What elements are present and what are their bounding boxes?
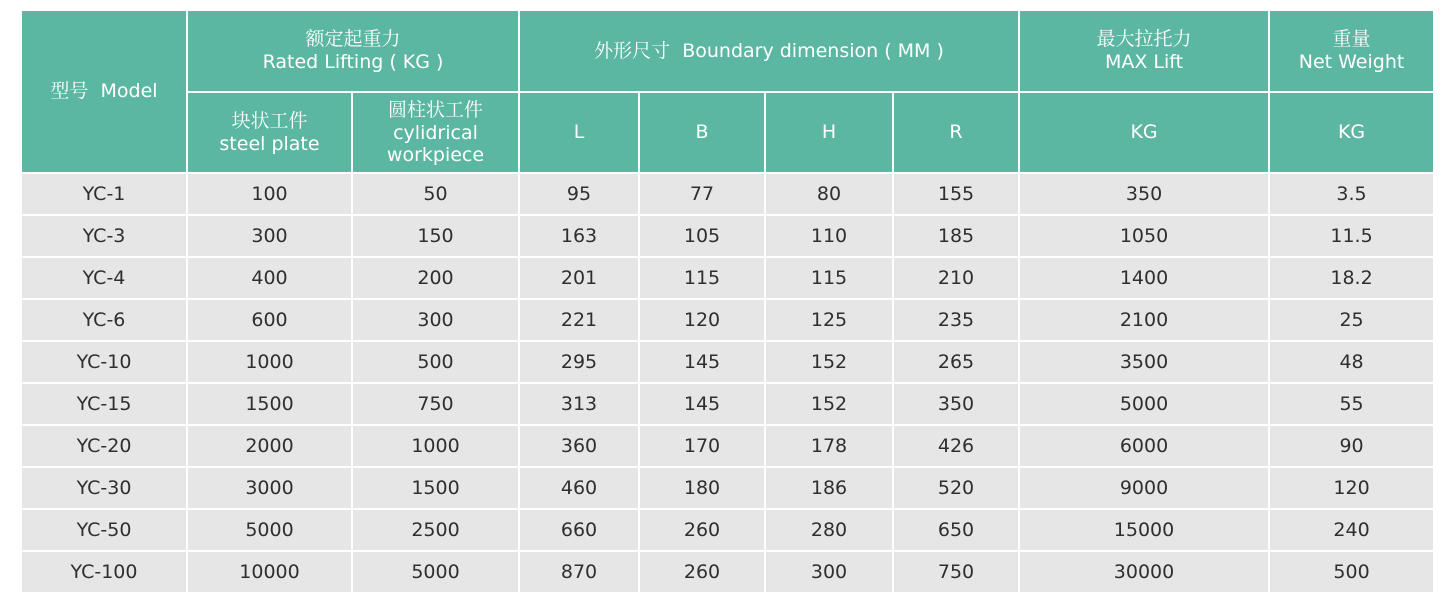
cell-max-lift: 15000 <box>1019 509 1269 551</box>
cell-net-weight: 90 <box>1269 425 1434 467</box>
cell-dim-b: 120 <box>639 299 765 341</box>
header-row-bottom <box>21 92 1434 173</box>
cell-net-weight: 55 <box>1269 383 1434 425</box>
header-dim-l: L <box>519 92 639 173</box>
cell-dim-r: 155 <box>893 173 1019 215</box>
header-cyl-en1: cylidrical <box>393 122 478 144</box>
cell-net-weight: 48 <box>1269 341 1434 383</box>
table-header <box>21 10 1434 173</box>
cell-net-weight: 240 <box>1269 509 1434 551</box>
cell-model: YC-10 <box>21 341 187 383</box>
cell-dim-h: 152 <box>765 383 893 425</box>
cell-cylindrical: 5000 <box>352 551 519 593</box>
cell-max-lift: 1400 <box>1019 257 1269 299</box>
cell-net-weight: 11.5 <box>1269 215 1434 257</box>
table-row <box>21 551 1434 593</box>
header-dimension-label: 外形尺寸 Boundary dimension ( MM ) <box>594 39 944 62</box>
cell-dim-h: 186 <box>765 467 893 509</box>
cell-dim-r: 265 <box>893 341 1019 383</box>
cell-cylindrical: 50 <box>352 173 519 215</box>
header-weight-unit: KG <box>1269 92 1434 173</box>
cell-max-lift: 350 <box>1019 173 1269 215</box>
cell-dim-l: 295 <box>519 341 639 383</box>
cell-dim-h: 300 <box>765 551 893 593</box>
cell-model: YC-15 <box>21 383 187 425</box>
cell-cylindrical: 500 <box>352 341 519 383</box>
header-max-lift <box>1019 10 1269 92</box>
table-row <box>21 425 1434 467</box>
cell-net-weight: 3.5 <box>1269 173 1434 215</box>
cell-net-weight: 120 <box>1269 467 1434 509</box>
header-cyl-zh: 圆柱状工件 <box>387 99 483 121</box>
cell-steel-plate: 600 <box>187 299 352 341</box>
cell-cylindrical: 2500 <box>352 509 519 551</box>
header-steel-plate <box>187 92 352 173</box>
cell-dim-r: 650 <box>893 509 1019 551</box>
cell-dim-l: 360 <box>519 425 639 467</box>
cell-dim-l: 201 <box>519 257 639 299</box>
cell-max-lift: 30000 <box>1019 551 1269 593</box>
cell-dim-h: 280 <box>765 509 893 551</box>
cell-net-weight: 18.2 <box>1269 257 1434 299</box>
cell-cylindrical: 300 <box>352 299 519 341</box>
table-row <box>21 173 1434 215</box>
cell-model: YC-1 <box>21 173 187 215</box>
cell-dim-h: 125 <box>765 299 893 341</box>
cell-dim-h: 110 <box>765 215 893 257</box>
cell-net-weight: 25 <box>1269 299 1434 341</box>
cell-model: YC-100 <box>21 551 187 593</box>
header-rated-en: Rated Lifting ( KG ) <box>262 51 444 73</box>
cell-steel-plate: 300 <box>187 215 352 257</box>
header-model <box>21 10 187 173</box>
cell-steel-plate: 10000 <box>187 551 352 593</box>
cell-steel-plate: 3000 <box>187 467 352 509</box>
cell-dim-r: 750 <box>893 551 1019 593</box>
header-dim-h: H <box>765 92 893 173</box>
cell-max-lift: 1050 <box>1019 215 1269 257</box>
cell-dim-h: 80 <box>765 173 893 215</box>
header-dim-r: R <box>893 92 1019 173</box>
cell-cylindrical: 750 <box>352 383 519 425</box>
cell-dim-b: 145 <box>639 383 765 425</box>
cell-steel-plate: 1000 <box>187 341 352 383</box>
table-body <box>21 173 1434 593</box>
header-weight-zh: 重量 <box>1332 28 1371 50</box>
cell-steel-plate: 1500 <box>187 383 352 425</box>
cell-steel-plate: 5000 <box>187 509 352 551</box>
cell-dim-h: 115 <box>765 257 893 299</box>
header-steel-zh: 块状工件 <box>231 109 308 132</box>
cell-cylindrical: 200 <box>352 257 519 299</box>
cell-max-lift: 6000 <box>1019 425 1269 467</box>
cell-max-lift: 5000 <box>1019 383 1269 425</box>
cell-dim-b: 260 <box>639 551 765 593</box>
spec-table-container <box>20 9 1433 594</box>
header-boundary-dimension <box>519 10 1019 92</box>
cell-cylindrical: 1500 <box>352 467 519 509</box>
cell-model: YC-30 <box>21 467 187 509</box>
cell-dim-h: 152 <box>765 341 893 383</box>
cell-dim-r: 520 <box>893 467 1019 509</box>
cell-dim-l: 870 <box>519 551 639 593</box>
cell-cylindrical: 1000 <box>352 425 519 467</box>
cell-dim-b: 105 <box>639 215 765 257</box>
cell-cylindrical: 150 <box>352 215 519 257</box>
cell-dim-l: 221 <box>519 299 639 341</box>
cell-dim-b: 115 <box>639 257 765 299</box>
cell-dim-r: 426 <box>893 425 1019 467</box>
cell-max-lift: 9000 <box>1019 467 1269 509</box>
table-row <box>21 383 1434 425</box>
table-row <box>21 215 1434 257</box>
cell-dim-l: 163 <box>519 215 639 257</box>
cell-dim-b: 260 <box>639 509 765 551</box>
cell-model: YC-50 <box>21 509 187 551</box>
table-row <box>21 257 1434 299</box>
cell-dim-b: 145 <box>639 341 765 383</box>
table-row <box>21 299 1434 341</box>
cell-dim-r: 210 <box>893 257 1019 299</box>
header-model-label: 型号 Model <box>50 80 158 102</box>
cell-net-weight: 500 <box>1269 551 1434 593</box>
header-rated-zh: 额定起重力 <box>305 28 401 50</box>
cell-dim-l: 460 <box>519 467 639 509</box>
spec-table <box>20 9 1435 594</box>
cell-max-lift: 2100 <box>1019 299 1269 341</box>
header-net-weight <box>1269 10 1434 92</box>
table-row <box>21 467 1434 509</box>
cell-dim-l: 95 <box>519 173 639 215</box>
table-row <box>21 509 1434 551</box>
header-cyl-en2: workpiece <box>386 144 485 166</box>
cell-dim-h: 178 <box>765 425 893 467</box>
cell-dim-b: 77 <box>639 173 765 215</box>
header-rated-lifting <box>187 10 519 92</box>
cell-dim-b: 170 <box>639 425 765 467</box>
header-row-top <box>21 10 1434 92</box>
header-weight-en: Net Weight <box>1298 51 1405 73</box>
cell-dim-r: 350 <box>893 383 1019 425</box>
cell-dim-l: 660 <box>519 509 639 551</box>
cell-max-lift: 3500 <box>1019 341 1269 383</box>
cell-model: YC-4 <box>21 257 187 299</box>
table-row <box>21 341 1434 383</box>
cell-dim-l: 313 <box>519 383 639 425</box>
cell-model: YC-3 <box>21 215 187 257</box>
cell-model: YC-6 <box>21 299 187 341</box>
header-maxlift-unit: KG <box>1019 92 1269 173</box>
header-dim-b: B <box>639 92 765 173</box>
header-maxlift-zh: 最大拉托力 <box>1096 28 1192 50</box>
header-maxlift-en: MAX Lift <box>1104 51 1184 73</box>
cell-steel-plate: 400 <box>187 257 352 299</box>
cell-model: YC-20 <box>21 425 187 467</box>
header-cylindrical-workpiece <box>352 92 519 173</box>
cell-dim-r: 185 <box>893 215 1019 257</box>
cell-dim-r: 235 <box>893 299 1019 341</box>
header-steel-en: steel plate <box>219 132 320 155</box>
cell-steel-plate: 2000 <box>187 425 352 467</box>
cell-steel-plate: 100 <box>187 173 352 215</box>
cell-dim-b: 180 <box>639 467 765 509</box>
